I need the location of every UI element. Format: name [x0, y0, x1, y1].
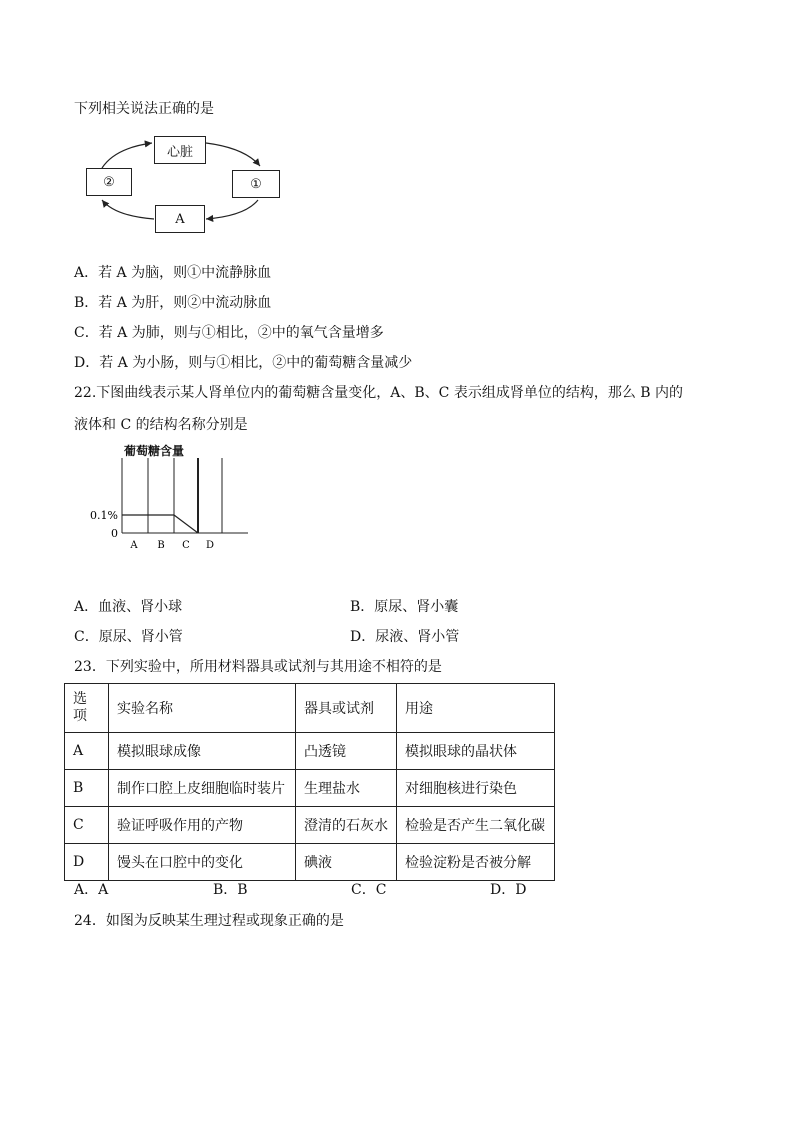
table-row — [65, 844, 555, 881]
heart-box: 心脏 — [154, 136, 206, 164]
q23-option-b: B．B — [213, 882, 248, 898]
table-cell: B — [65, 770, 109, 807]
table-cell: 模拟眼球的晶状体 — [397, 733, 555, 770]
table-cell: 制作口腔上皮细胞临时装片 — [109, 770, 296, 807]
chart-y-tick-label: 0 — [111, 527, 118, 540]
chart-plot — [80, 436, 280, 561]
q21-option-c: C．若 A 为肺，则与①相比，②中的氧气含量增多 — [74, 325, 384, 341]
q22-option-d: D．尿液、肾小管 — [350, 629, 460, 645]
arrow-a-to-left — [102, 200, 154, 219]
q22-stem-line2: 液体和 C 的结构名称分别是 — [74, 417, 248, 433]
q23-option-a: A．A — [74, 882, 109, 898]
q23-stem: 23．下列实验中，所用材料器具或试剂与其用途不相符的是 — [74, 659, 442, 675]
table-cell: 对细胞核进行染色 — [397, 770, 555, 807]
chart-ylabel: 葡萄糖含量 — [124, 444, 185, 458]
table-cell: 碘液 — [296, 844, 397, 881]
q23-option-c: C．C — [351, 882, 387, 898]
table-row — [65, 733, 555, 770]
q22-option-a: A．血液、肾小球 — [74, 599, 183, 615]
q24-stem: 24．如图为反映某生理过程或现象正确的是 — [74, 913, 344, 929]
chart-series-line — [122, 515, 198, 533]
q21-option-b: B．若 A 为肝，则②中流动脉血 — [74, 295, 272, 311]
q23-option-d: D．D — [490, 882, 527, 898]
table-row — [65, 770, 555, 807]
chart-y-tick-label: 0.1% — [90, 509, 118, 522]
table-row — [65, 807, 555, 844]
q21-option-a: A．若 A 为脑，则①中流静脉血 — [74, 265, 272, 281]
q22-option-b: B．原尿、肾小囊 — [350, 599, 459, 615]
arrow-heart-to-right — [206, 143, 260, 166]
table-cell: 检验淀粉是否被分解 — [397, 844, 555, 881]
arrow-right-to-a — [206, 200, 258, 219]
table-cell: 验证呼吸作用的产物 — [109, 807, 296, 844]
left-box: ② — [86, 168, 132, 196]
table-cell: 生理盐水 — [296, 770, 397, 807]
chart-x-tick-label: B — [157, 540, 165, 551]
right-box: ① — [232, 170, 280, 198]
header-cell-use: 用途 — [397, 684, 555, 733]
a-box: A — [155, 205, 205, 233]
table-header-row — [65, 684, 555, 733]
table-cell: D — [65, 844, 109, 881]
q22-option-c: C．原尿、肾小管 — [74, 629, 183, 645]
header-cell-option: 选项 — [65, 684, 109, 733]
chart-x-tick-label: A — [130, 540, 138, 551]
experiment-table — [64, 683, 555, 881]
table-cell: 检验是否产生二氧化碳 — [397, 807, 555, 844]
table-cell: 澄清的石灰水 — [296, 807, 397, 844]
table-cell: C — [65, 807, 109, 844]
arrow-to-heart — [102, 143, 152, 168]
chart-x-tick-label: C — [182, 540, 190, 551]
table-cell: 模拟眼球成像 — [109, 733, 296, 770]
table-cell: A — [65, 733, 109, 770]
glucose-chart — [80, 436, 280, 561]
q21-option-d: D．若 A 为小肠，则与①相比，②中的葡萄糖含量减少 — [74, 355, 413, 371]
header-cell-tool: 器具或试剂 — [296, 684, 397, 733]
q22-stem-line1: 22.下图曲线表示某人肾单位内的葡萄糖含量变化，A、B、C 表示组成肾单位的结构，那么 B 内的 — [74, 385, 684, 401]
header-cell-name: 实验名称 — [109, 684, 296, 733]
intro-text: 下列相关说法正确的是 — [74, 101, 214, 117]
chart-x-tick-label: D — [205, 540, 215, 551]
table-cell: 凸透镜 — [296, 733, 397, 770]
table-cell: 馒头在口腔中的变化 — [109, 844, 296, 881]
